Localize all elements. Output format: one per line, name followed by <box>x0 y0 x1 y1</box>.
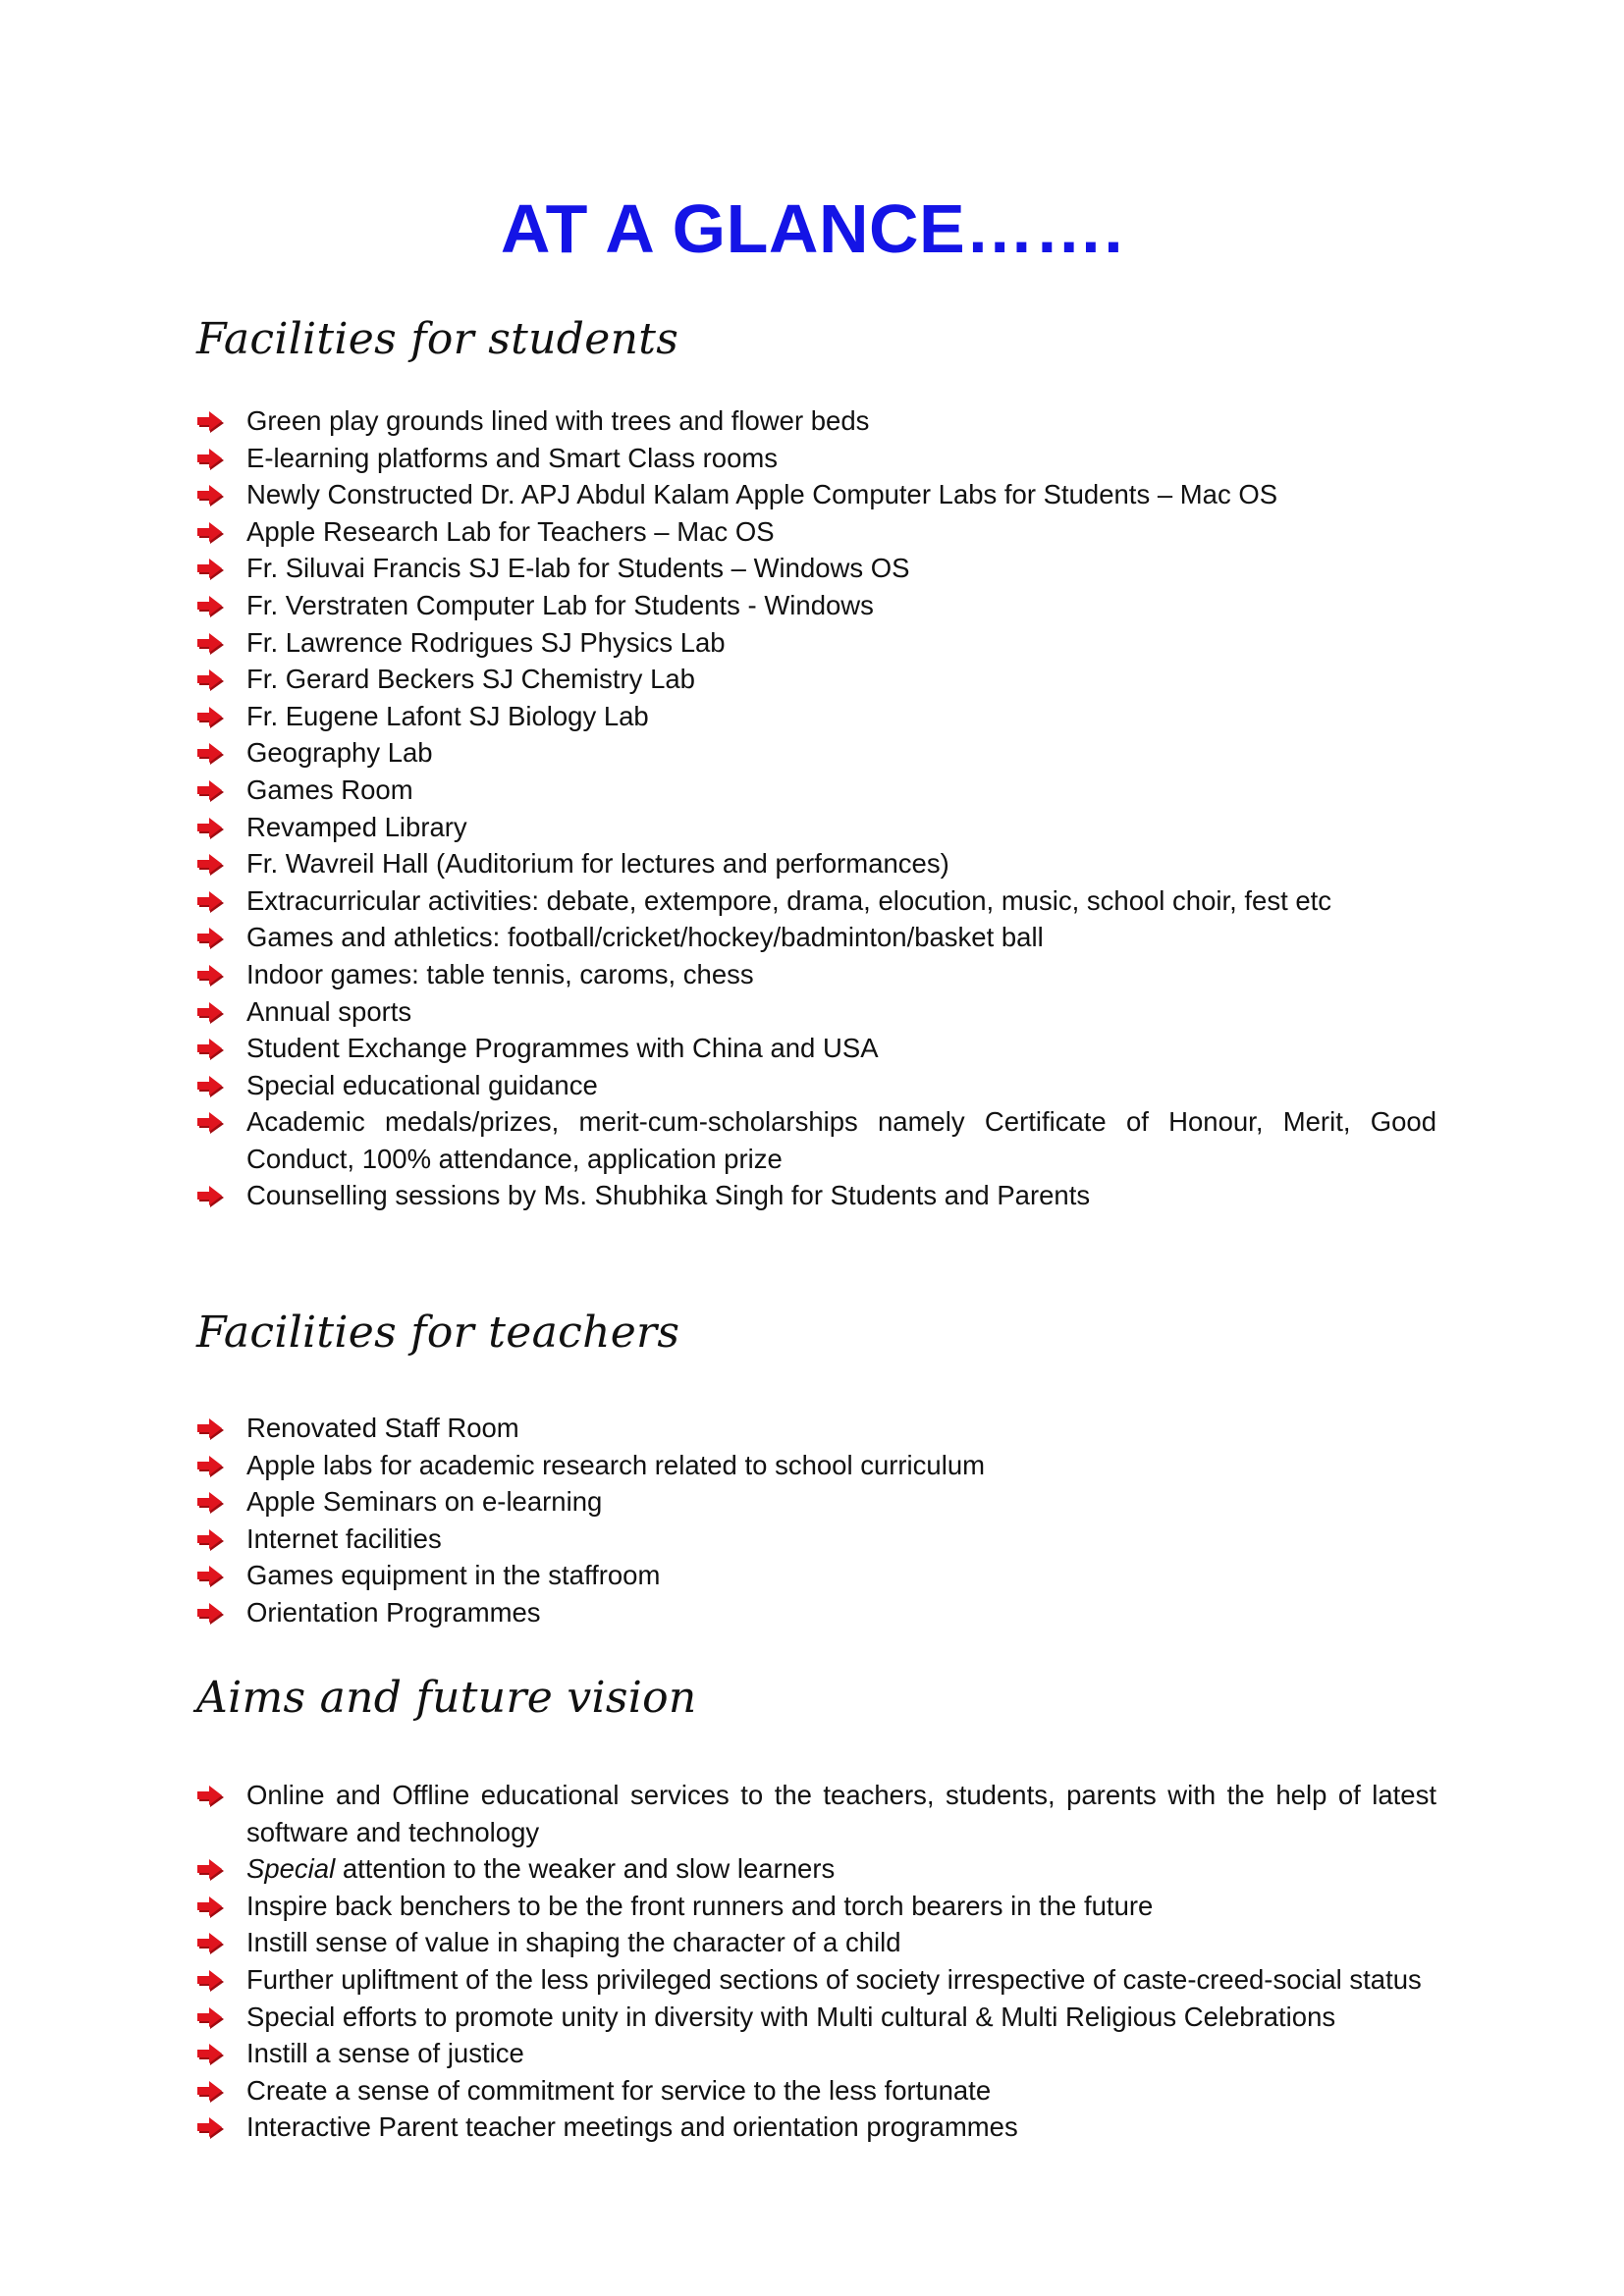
arrow-right-icon <box>197 1112 225 1134</box>
list-item-text: Instill a sense of justice <box>246 2038 524 2069</box>
arrow-right-icon <box>197 559 225 580</box>
list-item <box>0 1557 1436 1594</box>
list-item-text: Special educational guidance <box>246 1069 598 1100</box>
arrow-right-icon <box>197 1566 225 1587</box>
arrow-right-icon <box>197 2007 225 2029</box>
arrow-right-icon <box>197 1492 225 1514</box>
list-item <box>0 2072 1436 2109</box>
list-item <box>0 1483 1436 1521</box>
list-item <box>0 1177 1436 1214</box>
list-item-text: Fr. Eugene Lafont SJ Biology Lab <box>246 700 649 731</box>
list-item <box>0 1850 1436 1888</box>
arrow-right-icon <box>197 1896 225 1918</box>
list-item-text: Fr. Wavreil Hall (Auditorium for lectures and performances) <box>246 848 949 880</box>
arrow-right-icon <box>197 1418 225 1440</box>
list-item-text: Annual sports <box>246 995 412 1027</box>
aims-vision-list <box>0 1777 1436 2146</box>
arrow-right-icon <box>197 411 225 433</box>
list-item <box>0 698 1436 735</box>
list-item-text: Orientation Programmes <box>246 1596 541 1628</box>
arrow-right-icon <box>197 485 225 507</box>
list-item <box>0 734 1436 772</box>
arrow-right-icon <box>197 1603 225 1625</box>
arrow-right-icon <box>197 743 225 765</box>
list-item <box>0 1999 1436 2036</box>
students-facilities-list <box>0 402 1436 1214</box>
list-item-text: Create a sense of commitment for service to the less fortunate <box>246 2074 992 2106</box>
list-item <box>0 1447 1436 1484</box>
list-item-text: Interactive Parent teacher meetings and orientation programmes <box>246 2111 1018 2143</box>
list-item <box>0 587 1436 624</box>
arrow-right-icon <box>197 707 225 728</box>
list-item <box>0 1888 1436 1925</box>
list-item-text: Apple labs for academic research related to school curriculum <box>246 1449 986 1480</box>
arrow-right-icon <box>197 1186 225 1207</box>
list-item-text: Fr. Verstraten Computer Lab for Students - Windows <box>246 589 874 620</box>
list-item <box>0 1777 1436 1850</box>
arrow-right-icon <box>197 2044 225 2065</box>
arrow-right-icon <box>197 1933 225 1954</box>
list-item-text: Games and athletics: football/cricket/hockey/badminton/basket ball <box>246 922 1044 953</box>
list-item <box>0 1030 1436 1067</box>
arrow-right-icon <box>197 928 225 949</box>
list-item <box>0 772 1436 809</box>
list-item-text: Inspire back benchers to be the front runners and torch bearers in the future <box>246 1890 1154 1921</box>
list-item <box>0 1410 1436 1447</box>
arrow-right-icon <box>197 1529 225 1551</box>
arrow-right-icon <box>197 449 225 470</box>
arrow-right-icon <box>197 780 225 802</box>
list-item-text: Instill sense of value in shaping the character of a child <box>246 1927 901 1958</box>
list-item <box>0 1103 1436 1177</box>
arrow-right-icon <box>197 891 225 913</box>
list-item-rest: attention to the weaker and slow learners <box>335 1853 836 1885</box>
arrow-right-icon <box>197 2117 225 2139</box>
list-item-text: Fr. Lawrence Rodrigues SJ Physics Lab <box>246 626 726 658</box>
arrow-right-icon <box>197 1786 225 1807</box>
list-item-text: Academic medals/prizes, merit-cum-scholarships namely Certificate of Honour, Merit, Good Conduct, 100% attendance, application prize <box>246 1106 1436 1174</box>
list-item-text: Games equipment in the staffroom <box>246 1560 661 1591</box>
arrow-right-icon <box>197 818 225 839</box>
list-item-text: Student Exchange Programmes with China and USA <box>246 1033 879 1064</box>
list-item <box>0 2035 1436 2072</box>
arrow-right-icon <box>197 522 225 544</box>
arrow-right-icon <box>197 633 225 655</box>
list-item-text: Fr. Siluvai Francis SJ E-lab for Students – Windows OS <box>246 553 910 584</box>
list-item <box>0 440 1436 477</box>
list-item <box>0 882 1436 920</box>
list-item <box>0 809 1436 846</box>
list-item-text <box>246 1853 835 1884</box>
list-item-emphasis: Special <box>246 1853 336 1885</box>
list-item-text: Internet facilities <box>246 1522 442 1554</box>
list-item-text: Further upliftment of the less privileged sections of society irrespective of caste-creed-social status <box>246 1963 1422 1995</box>
arrow-right-icon <box>197 1076 225 1097</box>
list-item <box>0 513 1436 551</box>
list-item <box>0 476 1436 513</box>
arrow-right-icon <box>197 1039 225 1060</box>
arrow-right-icon <box>197 669 225 691</box>
arrow-right-icon <box>197 2081 225 2103</box>
list-item-text: Apple Research Lab for Teachers – Mac OS <box>246 515 775 547</box>
list-item-text: Revamped Library <box>246 811 467 842</box>
list-item-text: Fr. Gerard Beckers SJ Chemistry Lab <box>246 664 695 695</box>
arrow-right-icon <box>197 1859 225 1881</box>
page-title: AT A GLANCE……. <box>500 190 1124 267</box>
section-heading-aims: Aims and future vision <box>196 1673 697 1723</box>
list-item-text: Counselling sessions by Ms. Shubhika Singh for Students and Parents <box>246 1180 1091 1211</box>
list-item <box>0 993 1436 1031</box>
section-heading-teachers: Facilities for teachers <box>196 1308 680 1358</box>
arrow-right-icon <box>197 965 225 987</box>
list-item-text: Renovated Staff Room <box>246 1413 519 1443</box>
arrow-right-icon <box>197 854 225 876</box>
section-heading-students: Facilities for students <box>196 314 679 364</box>
list-item <box>0 550 1436 587</box>
list-item <box>0 1961 1436 1999</box>
list-item-text: Online and Offline educational services to the teachers, students, parents with the help of latest software and technology <box>246 1780 1436 1847</box>
list-item <box>0 1067 1436 1104</box>
list-item-text: Newly Constructed Dr. APJ Abdul Kalam Apple Computer Labs for Students – Mac OS <box>246 479 1278 510</box>
list-item-text: Indoor games: table tennis, caroms, chess <box>246 958 754 989</box>
list-item <box>0 624 1436 662</box>
arrow-right-icon <box>197 1456 225 1477</box>
arrow-right-icon <box>197 1970 225 1992</box>
list-item-text: Green play grounds lined with trees and flower beds <box>246 405 870 436</box>
list-item <box>0 919 1436 956</box>
list-item <box>0 956 1436 993</box>
list-item <box>0 2109 1436 2146</box>
list-item <box>0 402 1436 440</box>
list-item-text: Geography Lab <box>246 737 433 769</box>
list-item-text: E-learning platforms and Smart Class rooms <box>246 442 779 473</box>
list-item-text: Extracurricular activities: debate, extempore, drama, elocution, music, school choir, fest etc <box>246 884 1332 916</box>
arrow-right-icon <box>197 1002 225 1024</box>
teachers-facilities-list <box>0 1410 1436 1631</box>
list-item <box>0 661 1436 698</box>
list-item <box>0 1594 1436 1631</box>
list-item <box>0 1521 1436 1558</box>
list-item-text: Games Room <box>246 774 413 805</box>
arrow-right-icon <box>197 596 225 617</box>
list-item-text: Apple Seminars on e-learning <box>246 1486 603 1518</box>
list-item <box>0 1924 1436 1961</box>
list-item <box>0 845 1436 882</box>
list-item-text: Special efforts to promote unity in diversity with Multi cultural & Multi Religious Celebrations <box>246 2001 1336 2032</box>
